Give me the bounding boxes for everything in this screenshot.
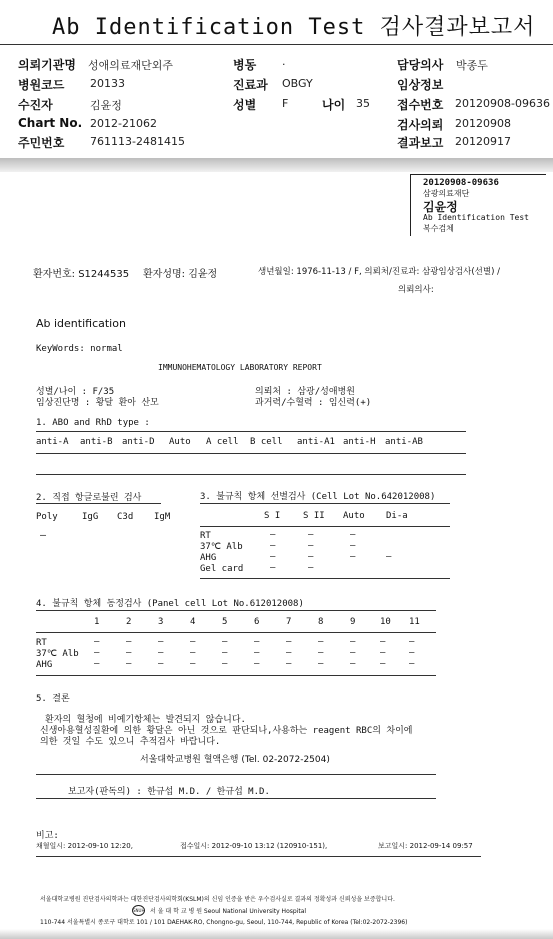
hospital-logo bbox=[132, 905, 145, 916]
institution-label: 의뢰기관명 bbox=[18, 58, 76, 72]
doctor-label: 담당의사 bbox=[397, 58, 444, 72]
patient-doctor: 의뢰의사: bbox=[398, 285, 434, 295]
conclusion-title: 5. 결론 bbox=[36, 694, 70, 704]
panel-col-header: 4 bbox=[190, 617, 196, 627]
panel-cell: – bbox=[286, 659, 292, 669]
conclusion-line2: 신생아용혈성질환에 의한 황달은 아닌 것으로 판단되나,사용하는 reagent RBC의 차이에 bbox=[40, 726, 413, 736]
footer-top-rule bbox=[36, 856, 481, 857]
screen-row-label: RT bbox=[200, 531, 211, 541]
panel-cell: – bbox=[254, 648, 260, 658]
certification-note: 서울대학교병원 진단검사의학과는 대한진단검사의학회(KSLM)의 신임 인증을 받은 우수검사실로 결과의 정확성과 신뢰성을 보증합니다. bbox=[40, 896, 395, 903]
screen-cell: – bbox=[308, 563, 314, 573]
abo-col-header: anti-H bbox=[343, 437, 376, 447]
screen-rows bbox=[200, 531, 450, 577]
sex-value: F bbox=[282, 97, 289, 110]
abo-header-rule bbox=[36, 453, 466, 454]
panel-row-label: RT bbox=[36, 638, 47, 648]
screen-cell: – bbox=[308, 552, 314, 562]
panel-cell: – bbox=[190, 637, 196, 647]
received-time: 접수일시: 2012-09-10 13:12 (120910-151), bbox=[180, 842, 328, 850]
panel-cell: – bbox=[409, 648, 415, 658]
hospital-code-label: 병원코드 bbox=[18, 78, 65, 92]
panel-cell: – bbox=[380, 659, 386, 669]
hospital-name: 서 울 대 학 교 병 원 Seoul National University Hospital bbox=[150, 908, 307, 915]
title-divider bbox=[0, 44, 553, 45]
screen-columns bbox=[200, 511, 450, 523]
ward-label: 병동 bbox=[233, 58, 257, 72]
hospital-address: 110-744 서울특별시 종로구 대학로 101 / 101 DAEHAK-RO, Chongno-gu, Seoul, 110-744, Republic of Korea (Tel:02-2072-2396) bbox=[40, 919, 408, 926]
panel-cell: – bbox=[254, 659, 260, 669]
report-title: Ab identification bbox=[36, 317, 126, 330]
history: 과거력/수혈력 : 임신력(+) bbox=[255, 398, 372, 408]
panel-cell: – bbox=[158, 637, 164, 647]
panel-rows bbox=[36, 638, 436, 672]
abo-col-header: anti-A1 bbox=[297, 437, 335, 447]
panel-cell: – bbox=[350, 637, 356, 647]
requester: 의뢰처 : 삼광/성애병원 bbox=[255, 387, 355, 397]
patient-details: 생년월일: 1976-11-13 / F, 의뢰처/진료과: 삼광임상검사(선별) / bbox=[258, 267, 500, 277]
panel-section-title: 4. 불규칙 항체 동정검사 (Panel cell Lot No.612012008) bbox=[36, 599, 304, 609]
panel-cell: – bbox=[126, 659, 132, 669]
panel-cell: – bbox=[94, 648, 100, 658]
screen-cell: – bbox=[386, 552, 392, 562]
patient-label: 수진자 bbox=[18, 98, 53, 112]
institution-value: 성애의료재단외주 bbox=[88, 59, 174, 72]
report-label: 결과보고 bbox=[397, 136, 444, 150]
id-value: 761113-2481415 bbox=[90, 135, 185, 148]
panel-cell: – bbox=[409, 637, 415, 647]
dat-section-title: 2. 직접 항글로불린 검사 bbox=[36, 493, 142, 503]
clinical-label: 임상정보 bbox=[397, 78, 444, 92]
remarks-label: 비고: bbox=[36, 831, 59, 841]
abo-col-header: anti-AB bbox=[385, 437, 423, 447]
panel-col-header: 11 bbox=[409, 617, 420, 627]
panel-cell: – bbox=[222, 637, 228, 647]
sample-number: 20120908-09636 bbox=[423, 178, 499, 188]
dat-col-header: Poly bbox=[36, 512, 58, 522]
screen-col-header: Auto bbox=[343, 511, 365, 521]
sample-test: Ab Identification Test bbox=[423, 213, 529, 222]
keywords: KeyWords: normal bbox=[36, 344, 123, 354]
panel-col-header: 9 bbox=[350, 617, 356, 627]
panel-cell: – bbox=[286, 637, 292, 647]
panel-cell: – bbox=[222, 659, 228, 669]
panel-col-header: 10 bbox=[380, 617, 391, 627]
panel-col-header: 7 bbox=[286, 617, 292, 627]
sample-label bbox=[410, 174, 546, 236]
patient-value: 김윤정 bbox=[90, 99, 122, 112]
panel-cell: – bbox=[254, 637, 260, 647]
abo-section-title: 1. ABO and RhD type : bbox=[36, 418, 150, 428]
panel-cell: – bbox=[190, 648, 196, 658]
id-label: 주민번호 bbox=[18, 136, 65, 150]
sample-note: 복수검체 bbox=[423, 224, 454, 233]
panel-col-header: 8 bbox=[318, 617, 324, 627]
panel-bottom-rule bbox=[36, 675, 436, 676]
sex-label: 성별 bbox=[233, 98, 257, 112]
abo-col-header: anti-A bbox=[36, 437, 69, 447]
reported-time: 보고일시: 2012-09-14 09:57 bbox=[378, 842, 473, 850]
patient-name: 환자성명: 김윤정 bbox=[143, 269, 218, 280]
receipt-label: 접수번호 bbox=[397, 98, 444, 112]
panel-cell: – bbox=[286, 648, 292, 658]
blood-bank-contact: 서울대학교병원 혈액은행 (Tel. 02-2072-2504) bbox=[140, 755, 330, 765]
panel-cell: – bbox=[158, 648, 164, 658]
panel-col-header: 3 bbox=[158, 617, 164, 627]
abo-col-header: B cell bbox=[250, 437, 283, 447]
screen-col-header: S I bbox=[264, 511, 281, 521]
panel-row-label: 37℃ Alb bbox=[36, 649, 79, 659]
abo-col-header: Auto bbox=[169, 437, 191, 447]
screen-cell: – bbox=[270, 552, 276, 562]
panel-header-rule bbox=[36, 632, 436, 633]
screen-row-label: Gel card bbox=[200, 564, 244, 574]
age-value: 35 bbox=[356, 97, 370, 110]
request-label: 검사의뢰 bbox=[397, 118, 444, 132]
report-paper bbox=[0, 172, 553, 939]
panel-cell: – bbox=[94, 637, 100, 647]
screen-cell: – bbox=[270, 563, 276, 573]
report-value: 20120917 bbox=[455, 135, 511, 148]
panel-row-label: AHG bbox=[36, 660, 53, 670]
panel-col-header: 6 bbox=[254, 617, 260, 627]
panel-cell: – bbox=[409, 659, 415, 669]
dat-col-header: IgM bbox=[154, 512, 171, 522]
dept-value: OBGY bbox=[282, 77, 313, 90]
panel-cell: – bbox=[350, 648, 356, 658]
dat-result: – bbox=[40, 530, 47, 541]
panel-cell: – bbox=[158, 659, 164, 669]
document-title: Ab Identification Test 검사결과보고서 bbox=[52, 15, 536, 40]
dat-top-rule bbox=[36, 503, 161, 504]
screen-col-header: Di-a bbox=[386, 511, 408, 521]
bottom-shadow bbox=[0, 929, 553, 939]
age-label: 나이 bbox=[322, 98, 346, 112]
panel-cell: – bbox=[318, 659, 324, 669]
chart-label: Chart No. bbox=[18, 116, 83, 130]
chart-value: 2012-21062 bbox=[90, 117, 157, 130]
diagnosis: 임상진단명 : 황달 환아 산모 bbox=[36, 398, 159, 408]
screen-cell: – bbox=[350, 530, 356, 540]
request-value: 20120908 bbox=[455, 117, 511, 130]
dept-label: 진료과 bbox=[233, 78, 268, 92]
sex-age: 성별/나이 : F/35 bbox=[36, 387, 115, 397]
panel-cell: – bbox=[380, 648, 386, 658]
header-shadow bbox=[0, 158, 553, 172]
panel-cell: – bbox=[350, 659, 356, 669]
sample-origin: 삼광의료재단 bbox=[423, 189, 470, 198]
screen-top-rule bbox=[200, 503, 450, 504]
conclusion-line1: 환자의 혈청에 비예기항체는 발견되지 않습니다. bbox=[45, 715, 246, 725]
panel-cell: – bbox=[94, 659, 100, 669]
abo-columns bbox=[36, 437, 466, 449]
panel-cell: – bbox=[222, 648, 228, 658]
doctor-value: 박종두 bbox=[456, 59, 488, 72]
screen-cell: – bbox=[270, 530, 276, 540]
dat-col-header: C3d bbox=[117, 512, 134, 522]
panel-cell: – bbox=[126, 648, 132, 658]
ward-value: . bbox=[282, 55, 286, 68]
panel-cell: – bbox=[318, 648, 324, 658]
panel-cell: – bbox=[190, 659, 196, 669]
screen-cell: – bbox=[350, 541, 356, 551]
screen-row-label: AHG bbox=[200, 553, 217, 563]
abo-col-header: anti-D bbox=[122, 437, 155, 447]
receipt-value: 20120908-09636 bbox=[455, 97, 550, 110]
panel-cell: – bbox=[318, 637, 324, 647]
panel-cell: – bbox=[380, 637, 386, 647]
report-header bbox=[0, 0, 553, 160]
dat-col-header: IgG bbox=[82, 512, 99, 522]
sample-patient-name: 김윤정 bbox=[423, 200, 458, 214]
panel-col-header: 1 bbox=[94, 617, 100, 627]
screen-cell: – bbox=[308, 530, 314, 540]
screen-cell: – bbox=[350, 552, 356, 562]
screen-section-title: 3. 불규칙 항체 선별검사 (Cell Lot No.642012008) bbox=[200, 492, 436, 502]
panel-cell: – bbox=[126, 637, 132, 647]
screen-header-rule bbox=[200, 526, 450, 527]
panel-columns bbox=[36, 617, 436, 629]
screen-bottom-rule bbox=[200, 578, 450, 579]
abo-top-rule bbox=[36, 431, 466, 432]
panel-col-header: 5 bbox=[222, 617, 228, 627]
patient-reg-no: 환자번호: S1244535 bbox=[33, 269, 130, 280]
reporter: 보고자(판독의) : 한규섭 M.D. / 한규섭 M.D. bbox=[68, 787, 270, 797]
screen-col-header: S II bbox=[303, 511, 325, 521]
panel-top-rule bbox=[36, 610, 436, 611]
abo-col-header: A cell bbox=[206, 437, 239, 447]
panel-col-header: 2 bbox=[126, 617, 132, 627]
abo-col-header: anti-B bbox=[80, 437, 113, 447]
conclusion-line3: 의한 것일 수도 있으니 추적검사 바랍니다. bbox=[40, 737, 221, 747]
lab-report-title: IMMUNOHEMATOLOGY LABORATORY REPORT bbox=[158, 363, 322, 372]
screen-row-label: 37℃ Alb bbox=[200, 542, 243, 552]
collected-time: 채혈일시: 2012-09-10 12:20, bbox=[36, 842, 133, 850]
hospital-code-value: 20133 bbox=[90, 77, 125, 90]
screen-cell: – bbox=[308, 541, 314, 551]
screen-cell: – bbox=[270, 541, 276, 551]
reporter-bottom-rule bbox=[36, 798, 436, 799]
hospital-logo-text: SNUH bbox=[133, 908, 145, 913]
reporter-top-rule bbox=[36, 774, 436, 775]
abo-bottom-rule bbox=[36, 474, 466, 475]
dat-columns bbox=[36, 512, 171, 524]
